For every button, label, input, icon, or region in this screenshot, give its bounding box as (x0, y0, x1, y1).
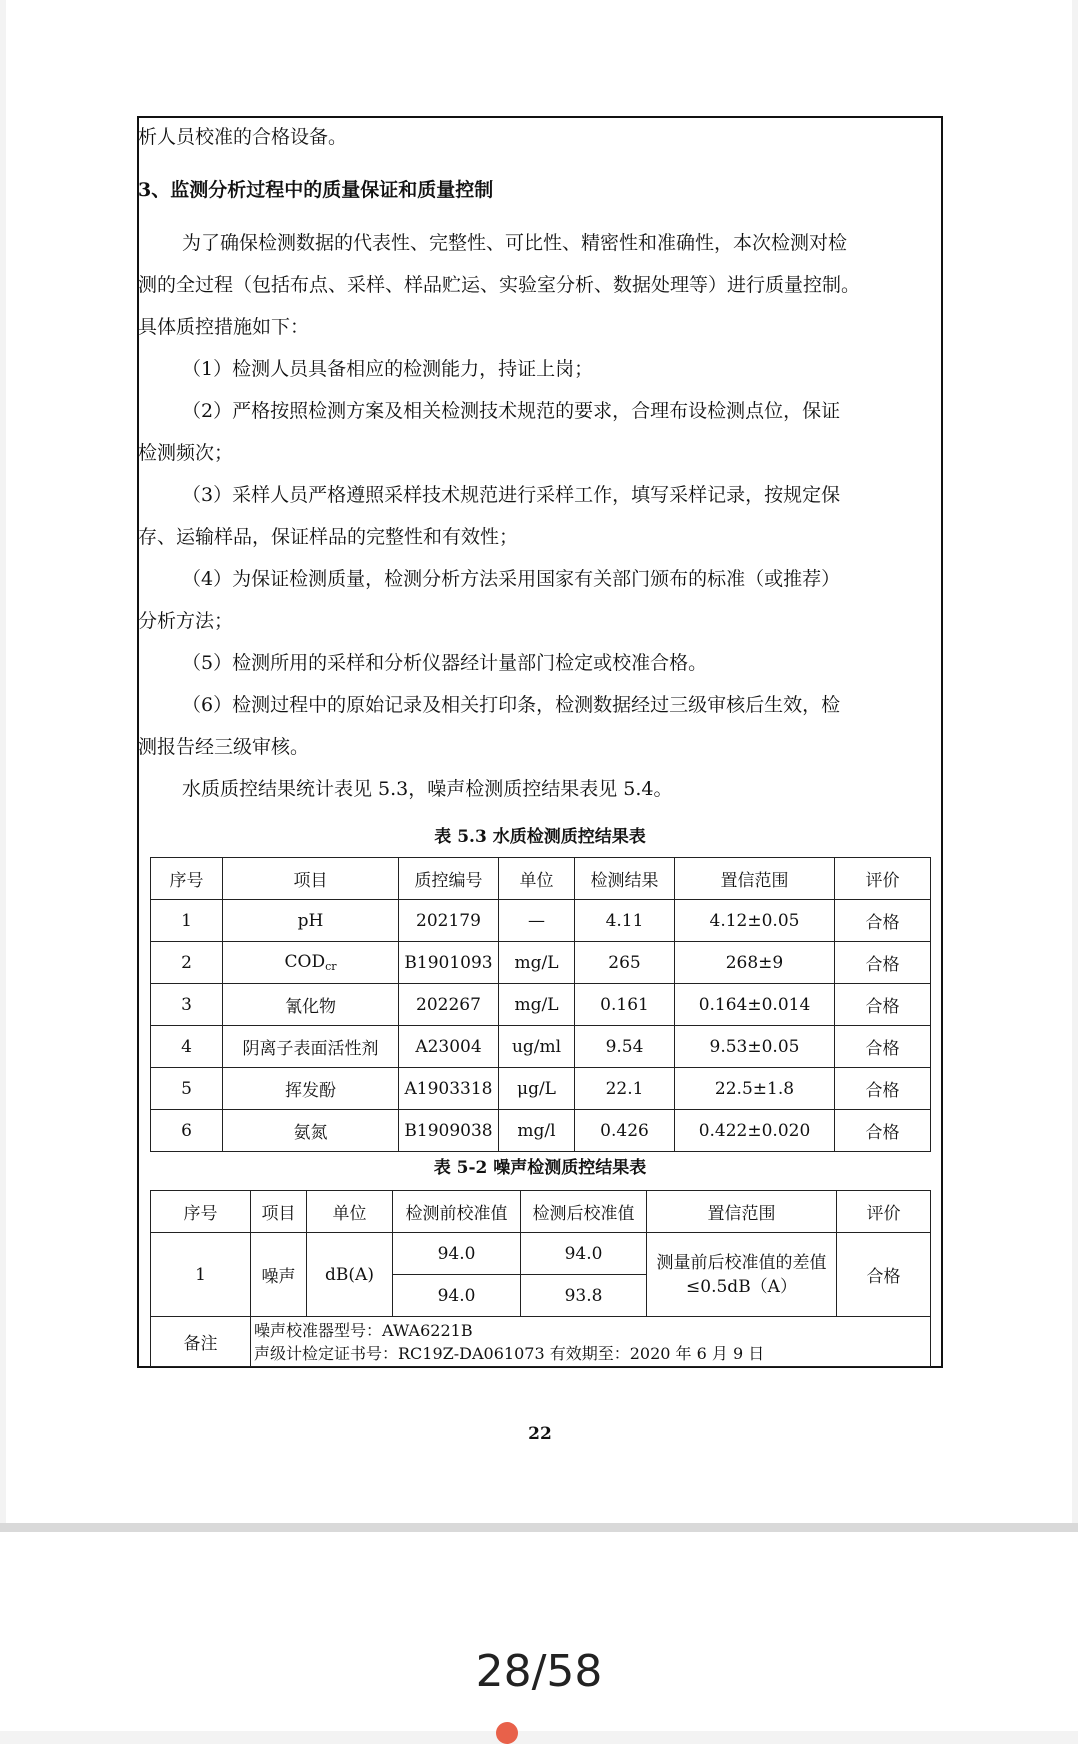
cell: 合格 (835, 1110, 931, 1152)
text-line: （4）为保证检测质量，检测分析方法采用国家有关部门颁布的标准（或推荐） (182, 568, 841, 590)
table-row (151, 900, 931, 942)
cell: mg/l (499, 1110, 575, 1152)
cell: 合格 (835, 1026, 931, 1068)
cell: 4 (151, 1026, 223, 1068)
cell: 1 (151, 900, 223, 942)
table-5-3-caption: 表 5.3 水质检测质控结果表 (434, 827, 646, 847)
cell: ug/ml (499, 1026, 575, 1068)
header-item: 项目 (251, 1191, 307, 1233)
cell: — (499, 900, 575, 942)
text-line: （1）检测人员具备相应的检测能力，持证上岗； (182, 358, 594, 380)
header-evaluation: 评价 (837, 1191, 931, 1233)
table-header-row (151, 858, 931, 900)
cell: A23004 (399, 1026, 499, 1068)
cell-cod (223, 942, 399, 984)
table-row (151, 942, 931, 984)
cell: 氰化物 (223, 984, 399, 1026)
cell: 0.426 (575, 1110, 675, 1152)
header-qc-code: 质控编号 (399, 858, 499, 900)
table-note-row (151, 1317, 931, 1367)
cell: 9.53±0.05 (675, 1026, 835, 1068)
table-row (151, 1068, 931, 1110)
cell: 6 (151, 1110, 223, 1152)
text-line: 测报告经三级审核。 (138, 736, 310, 758)
cell: 0.164±0.014 (675, 984, 835, 1026)
cell: 阴离子表面活性剂 (223, 1026, 399, 1068)
note-label: 备注 (151, 1317, 251, 1367)
cell: 合格 (835, 942, 931, 984)
cell-unit: dB(A) (307, 1233, 393, 1317)
header-before: 检测前校准值 (393, 1191, 521, 1233)
cell-range: 测量前后校准值的差值≤0.5dB（A） (647, 1233, 837, 1317)
cell-before: 94.0 (393, 1275, 521, 1317)
text-line: 水质质控结果统计表见 5.3，噪声检测质控结果表见 5.4。 (182, 778, 673, 800)
cell: 9.54 (575, 1026, 675, 1068)
text-line: （2）严格按照检测方案及相关检测技术规范的要求，合理布设检测点位，保证 (182, 400, 841, 422)
header-range: 置信范围 (675, 858, 835, 900)
cell: 挥发酚 (223, 1068, 399, 1110)
cell: 4.12±0.05 (675, 900, 835, 942)
header-no: 序号 (151, 858, 223, 900)
cell: 22.5±1.8 (675, 1068, 835, 1110)
cell: 5 (151, 1068, 223, 1110)
text-line: 析人员校准的合格设备。 (138, 126, 348, 148)
cell: mg/L (499, 984, 575, 1026)
cell: 22.1 (575, 1068, 675, 1110)
cell: 268±9 (675, 942, 835, 984)
header-range: 置信范围 (647, 1191, 837, 1233)
cell-no: 1 (151, 1233, 251, 1317)
header-evaluation: 评价 (835, 858, 931, 900)
page-separator (0, 1523, 1078, 1532)
text-line: 分析方法； (138, 610, 234, 632)
cell: 合格 (835, 1068, 931, 1110)
text-line: 存、运输样品，保证样品的完整性和有效性； (138, 526, 519, 548)
cell: 202179 (399, 900, 499, 942)
text-line: （3）采样人员严格遵照采样技术规范进行采样工作，填写采样记录，按规定保 (182, 484, 841, 506)
scroll-handle-icon[interactable] (496, 1722, 518, 1744)
table-row (151, 984, 931, 1026)
cell-before: 94.0 (393, 1233, 521, 1275)
page-indicator[interactable]: 28/58 (475, 1646, 603, 1697)
cell: μg/L (499, 1068, 575, 1110)
cell: 合格 (835, 900, 931, 942)
text-line: 检测频次； (138, 442, 234, 464)
text-line: （5）检测所用的采样和分析仪器经计量部门检定或校准合格。 (182, 652, 708, 674)
table-row (151, 1026, 931, 1068)
table-header-row (151, 1191, 931, 1233)
text-line: 测的全过程（包括布点、采样、样品贮运、实验室分析、数据处理等）进行质量控制。 (138, 274, 861, 296)
cell: 2 (151, 942, 223, 984)
text-line: （6）检测过程中的原始记录及相关打印条，检测数据经过三级审核后生效，检 (182, 694, 841, 716)
viewer-footer (0, 1532, 1078, 1731)
note-content (251, 1317, 931, 1367)
cod-subscript: cr (325, 960, 337, 973)
cell: A1903318 (399, 1068, 499, 1110)
header-after: 检测后校准值 (521, 1191, 647, 1233)
cell: 3 (151, 984, 223, 1026)
cell: pH (223, 900, 399, 942)
cell-after: 94.0 (521, 1233, 647, 1275)
cell: B1909038 (399, 1110, 499, 1152)
text-line: 具体质控措施如下： (138, 316, 310, 338)
header-result: 检测结果 (575, 858, 675, 900)
header-unit: 单位 (307, 1191, 393, 1233)
cell-item: 噪声 (251, 1233, 307, 1317)
cell: 合格 (835, 984, 931, 1026)
note-line: 声级计检定证书号：RC19Z-DA061073 有效期至：2020 年 6 月 9 日 (254, 1343, 765, 1363)
cell-evaluation: 合格 (837, 1233, 931, 1317)
table-5-2-caption: 表 5-2 噪声检测质控结果表 (433, 1158, 647, 1178)
header-no: 序号 (151, 1191, 251, 1233)
cell: 202267 (399, 984, 499, 1026)
cell: mg/L (499, 942, 575, 984)
header-item: 项目 (223, 858, 399, 900)
water-quality-control-table (150, 857, 931, 1152)
text-line: 为了确保检测数据的代表性、完整性、可比性、精密性和准确性，本次检测对检 (182, 232, 848, 254)
cell: 265 (575, 942, 675, 984)
cell: 4.11 (575, 900, 675, 942)
section-heading: 3、监测分析过程中的质量保证和质量控制 (138, 179, 494, 201)
table-row (151, 1233, 931, 1275)
cod-label: COD (284, 952, 326, 972)
noise-quality-control-table (150, 1190, 931, 1367)
cell: 0.422±0.020 (675, 1110, 835, 1152)
cell-after: 93.8 (521, 1275, 647, 1317)
cell: 氨氮 (223, 1110, 399, 1152)
document-page-number: 22 (528, 1424, 552, 1444)
table-row (151, 1110, 931, 1152)
note-line: 噪声校准器型号：AWA6221B (254, 1320, 473, 1340)
cell: 0.161 (575, 984, 675, 1026)
header-unit: 单位 (499, 858, 575, 900)
cell: B1901093 (399, 942, 499, 984)
